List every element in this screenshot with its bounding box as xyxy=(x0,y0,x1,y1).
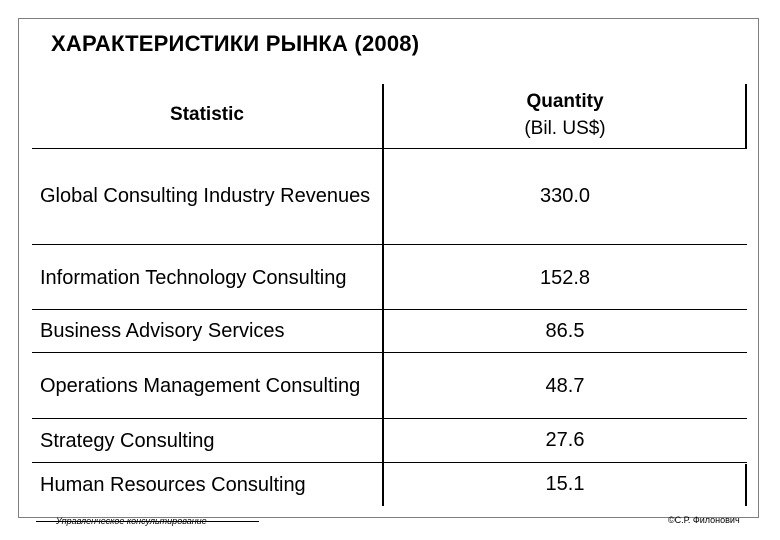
row-divider xyxy=(32,244,747,245)
row-value: 86.5 xyxy=(545,319,585,342)
row-value: 48.7 xyxy=(545,374,585,397)
row-divider xyxy=(32,352,747,353)
row-label: Information Technology Consulting xyxy=(40,267,347,289)
header-statistic: Statistic xyxy=(170,104,244,125)
row-value: 330.0 xyxy=(539,184,591,207)
row-value: 15.1 xyxy=(545,473,585,495)
header-quantity xyxy=(384,88,746,142)
header-quantity-title: Quantity xyxy=(526,91,604,112)
row-label: Business Advisory Services xyxy=(40,320,285,342)
header-quantity-unit: (Bil. US$) xyxy=(524,118,606,139)
header-divider xyxy=(32,148,747,149)
row-label: Global Consulting Industry Revenues xyxy=(40,185,371,207)
slide-title: ХАРАКТЕРИСТИКИ РЫНКА (2008) xyxy=(51,31,420,56)
row-value: 152.8 xyxy=(539,266,591,289)
row-value: 27.6 xyxy=(545,429,585,451)
footer-course-name: Управленческое консультирование xyxy=(56,516,207,526)
footer-copyright: ©С.Р. Филонович xyxy=(668,515,740,525)
row-label: Human Resources Consulting xyxy=(40,473,306,496)
row-label: Strategy Consulting xyxy=(40,429,215,452)
row-label: Operations Management Consulting xyxy=(40,375,361,397)
